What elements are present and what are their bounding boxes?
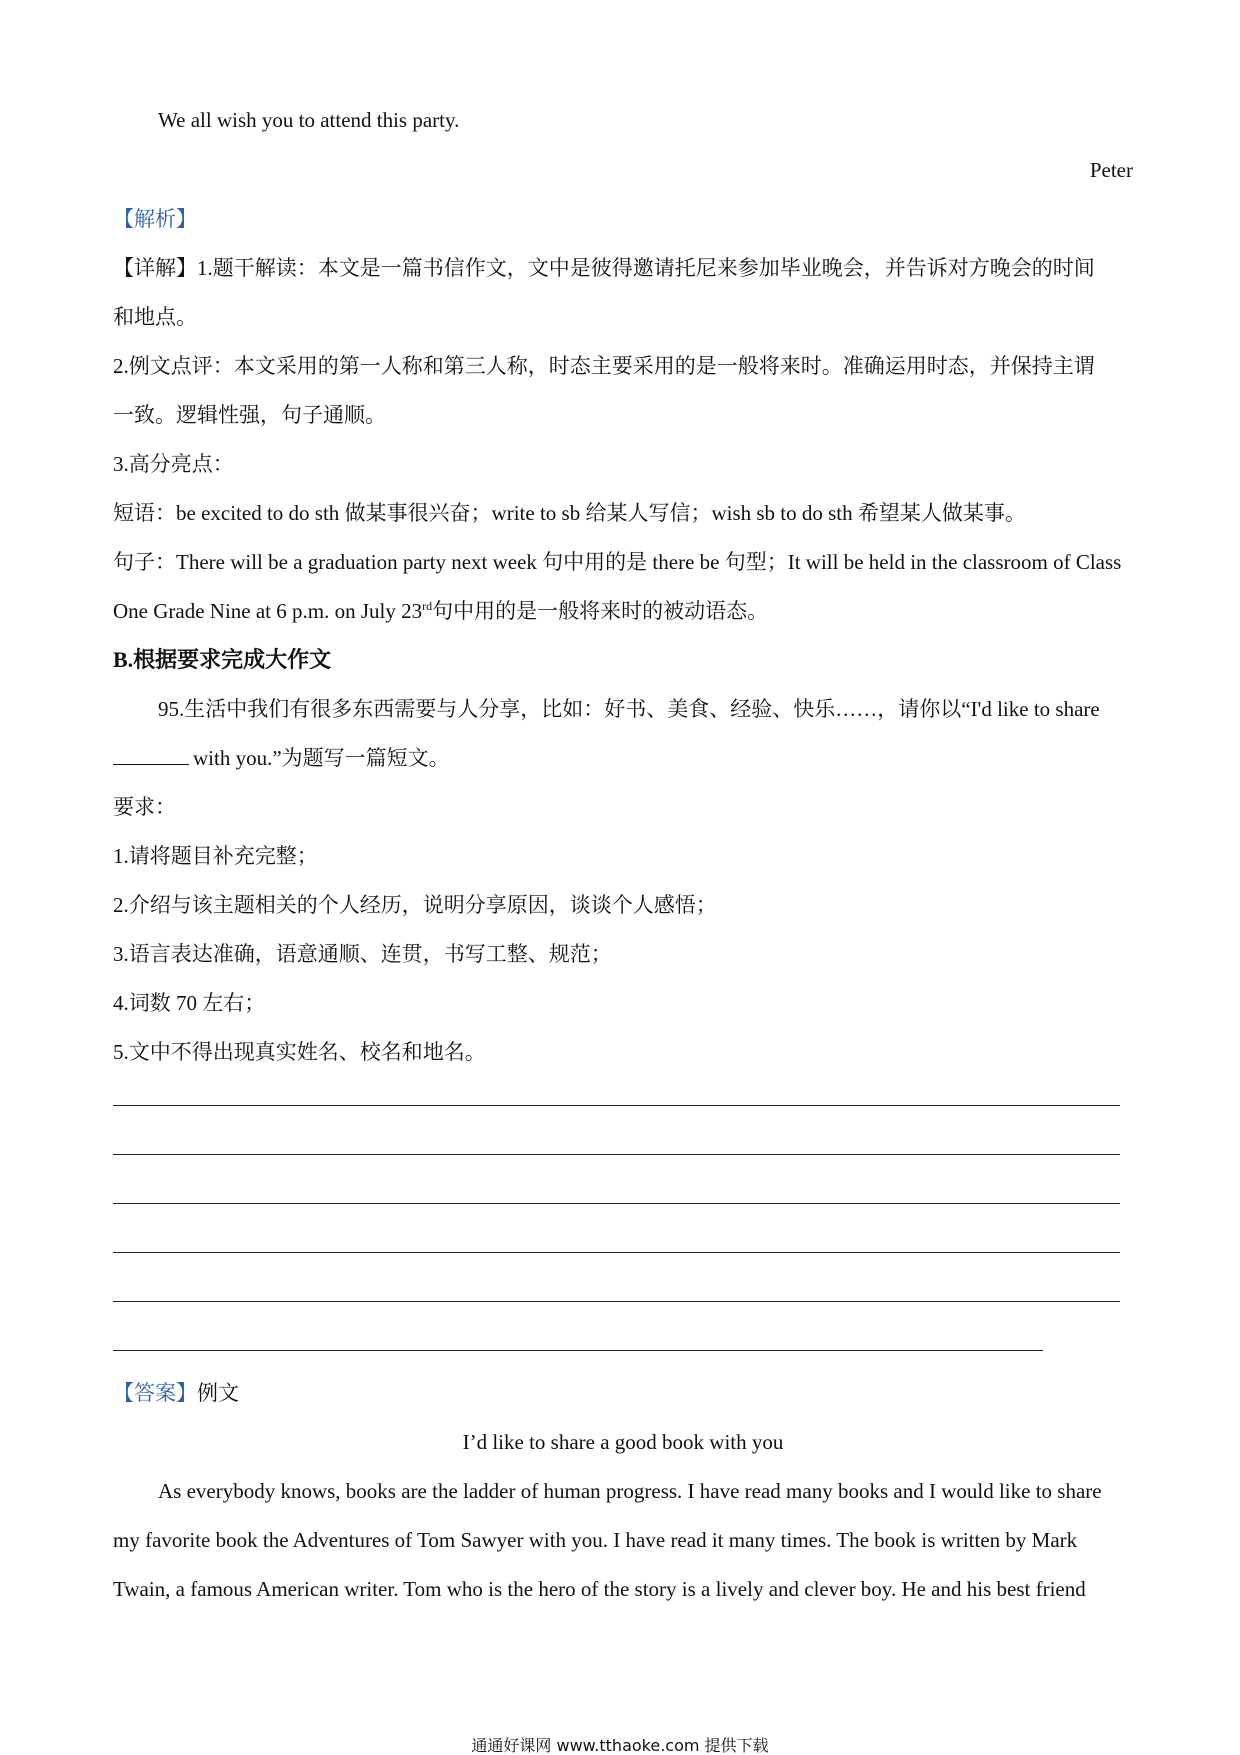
sentences-line-2-pre: One Grade Nine at 6 p.m. on July 23	[113, 599, 423, 623]
detail-text: 1.题干解读：本文是一篇书信作文，文中是彼得邀请托尼来参加毕业晚会，并告诉对方晚会的时间	[197, 256, 1095, 280]
detail-label: 【详解】	[113, 256, 197, 280]
essay-line-2: my favorite book the Adventures of Tom Sawyer with you. I have read it many times. The book is written by Mark	[113, 1528, 1078, 1552]
writing-line	[113, 1154, 1120, 1155]
sentences-line-2	[113, 597, 1133, 625]
phrases-line: 短语：be excited to do sth 做某事很兴奋；write to sb 给某人写信；wish sb to do sth 希望某人做某事。	[113, 501, 1026, 525]
requirements-title: 要求：	[113, 795, 176, 819]
analysis-detail-line	[113, 254, 1133, 282]
writing-line	[113, 1301, 1120, 1302]
answer-label-line	[113, 1379, 1133, 1407]
section-b-heading: B.根据要求完成大作文	[113, 647, 332, 672]
letter-signature: Peter	[1089, 158, 1133, 182]
answer-label-suffix: 例文	[197, 1381, 239, 1405]
writing-line	[113, 1350, 1043, 1351]
requirement-item: 5.文中不得出现真实姓名、校名和地名。	[113, 1040, 486, 1064]
analysis-label	[113, 205, 1133, 233]
sentences-line-2-post: 句中用的是一般将来时的被动语态。	[432, 599, 769, 623]
essay-line-3: Twain, a famous American writer. Tom who is the hero of the story is a lively and clever boy. He and his best friend	[113, 1577, 1086, 1601]
answer-label: 【答案】	[113, 1381, 197, 1405]
analysis-label-text: 【解析】	[113, 207, 197, 231]
writing-line	[113, 1252, 1120, 1253]
essay-line-1: As everybody knows, books are the ladder of human progress. I have read many books and I would like to share	[158, 1479, 1102, 1503]
review-line-1: 2.例文点评：本文采用的第一人称和第三人称，时态主要采用的是一般将来时。准确运用时态，并保持主谓	[113, 354, 1095, 378]
requirement-item: 4.词数 70 左右；	[113, 991, 266, 1015]
sentences-line-1: 句子：There will be a graduation party next week 句中用的是 there be 句型；It will be held in the classroom of Class	[113, 550, 1122, 574]
requirement-item: 3.语言表达准确，语意通顺、连贯，书写工整、规范；	[113, 942, 612, 966]
letter-closing-line: We all wish you to attend this party.	[158, 108, 460, 132]
analysis-detail-cont: 和地点。	[113, 305, 197, 329]
requirement-item: 1.请将题目补充完整；	[113, 844, 318, 868]
review-line-2: 一致。逻辑性强，句子通顺。	[113, 403, 386, 427]
ordinal-suffix: rd	[422, 599, 433, 613]
page-footer: 通通好课网 www.tthaoke.com 提供下载	[471, 1736, 769, 1755]
writing-line	[113, 1203, 1120, 1204]
question-line-2-text: with you.”为题写一篇短文。	[193, 746, 450, 770]
essay-title: I’d like to share a good book with you	[462, 1430, 784, 1454]
question-line-2	[113, 744, 1133, 772]
requirement-item: 2.介绍与该主题相关的个人经历，说明分享原因，谈谈个人感悟；	[113, 893, 717, 917]
question-line-1: 95.生活中我们有很多东西需要与人分享，比如：好书、美食、经验、快乐……，请你以“I'd like to share	[158, 697, 1100, 721]
highlights-title: 3.高分亮点：	[113, 452, 234, 476]
title-blank	[113, 746, 189, 765]
writing-line	[113, 1105, 1120, 1106]
